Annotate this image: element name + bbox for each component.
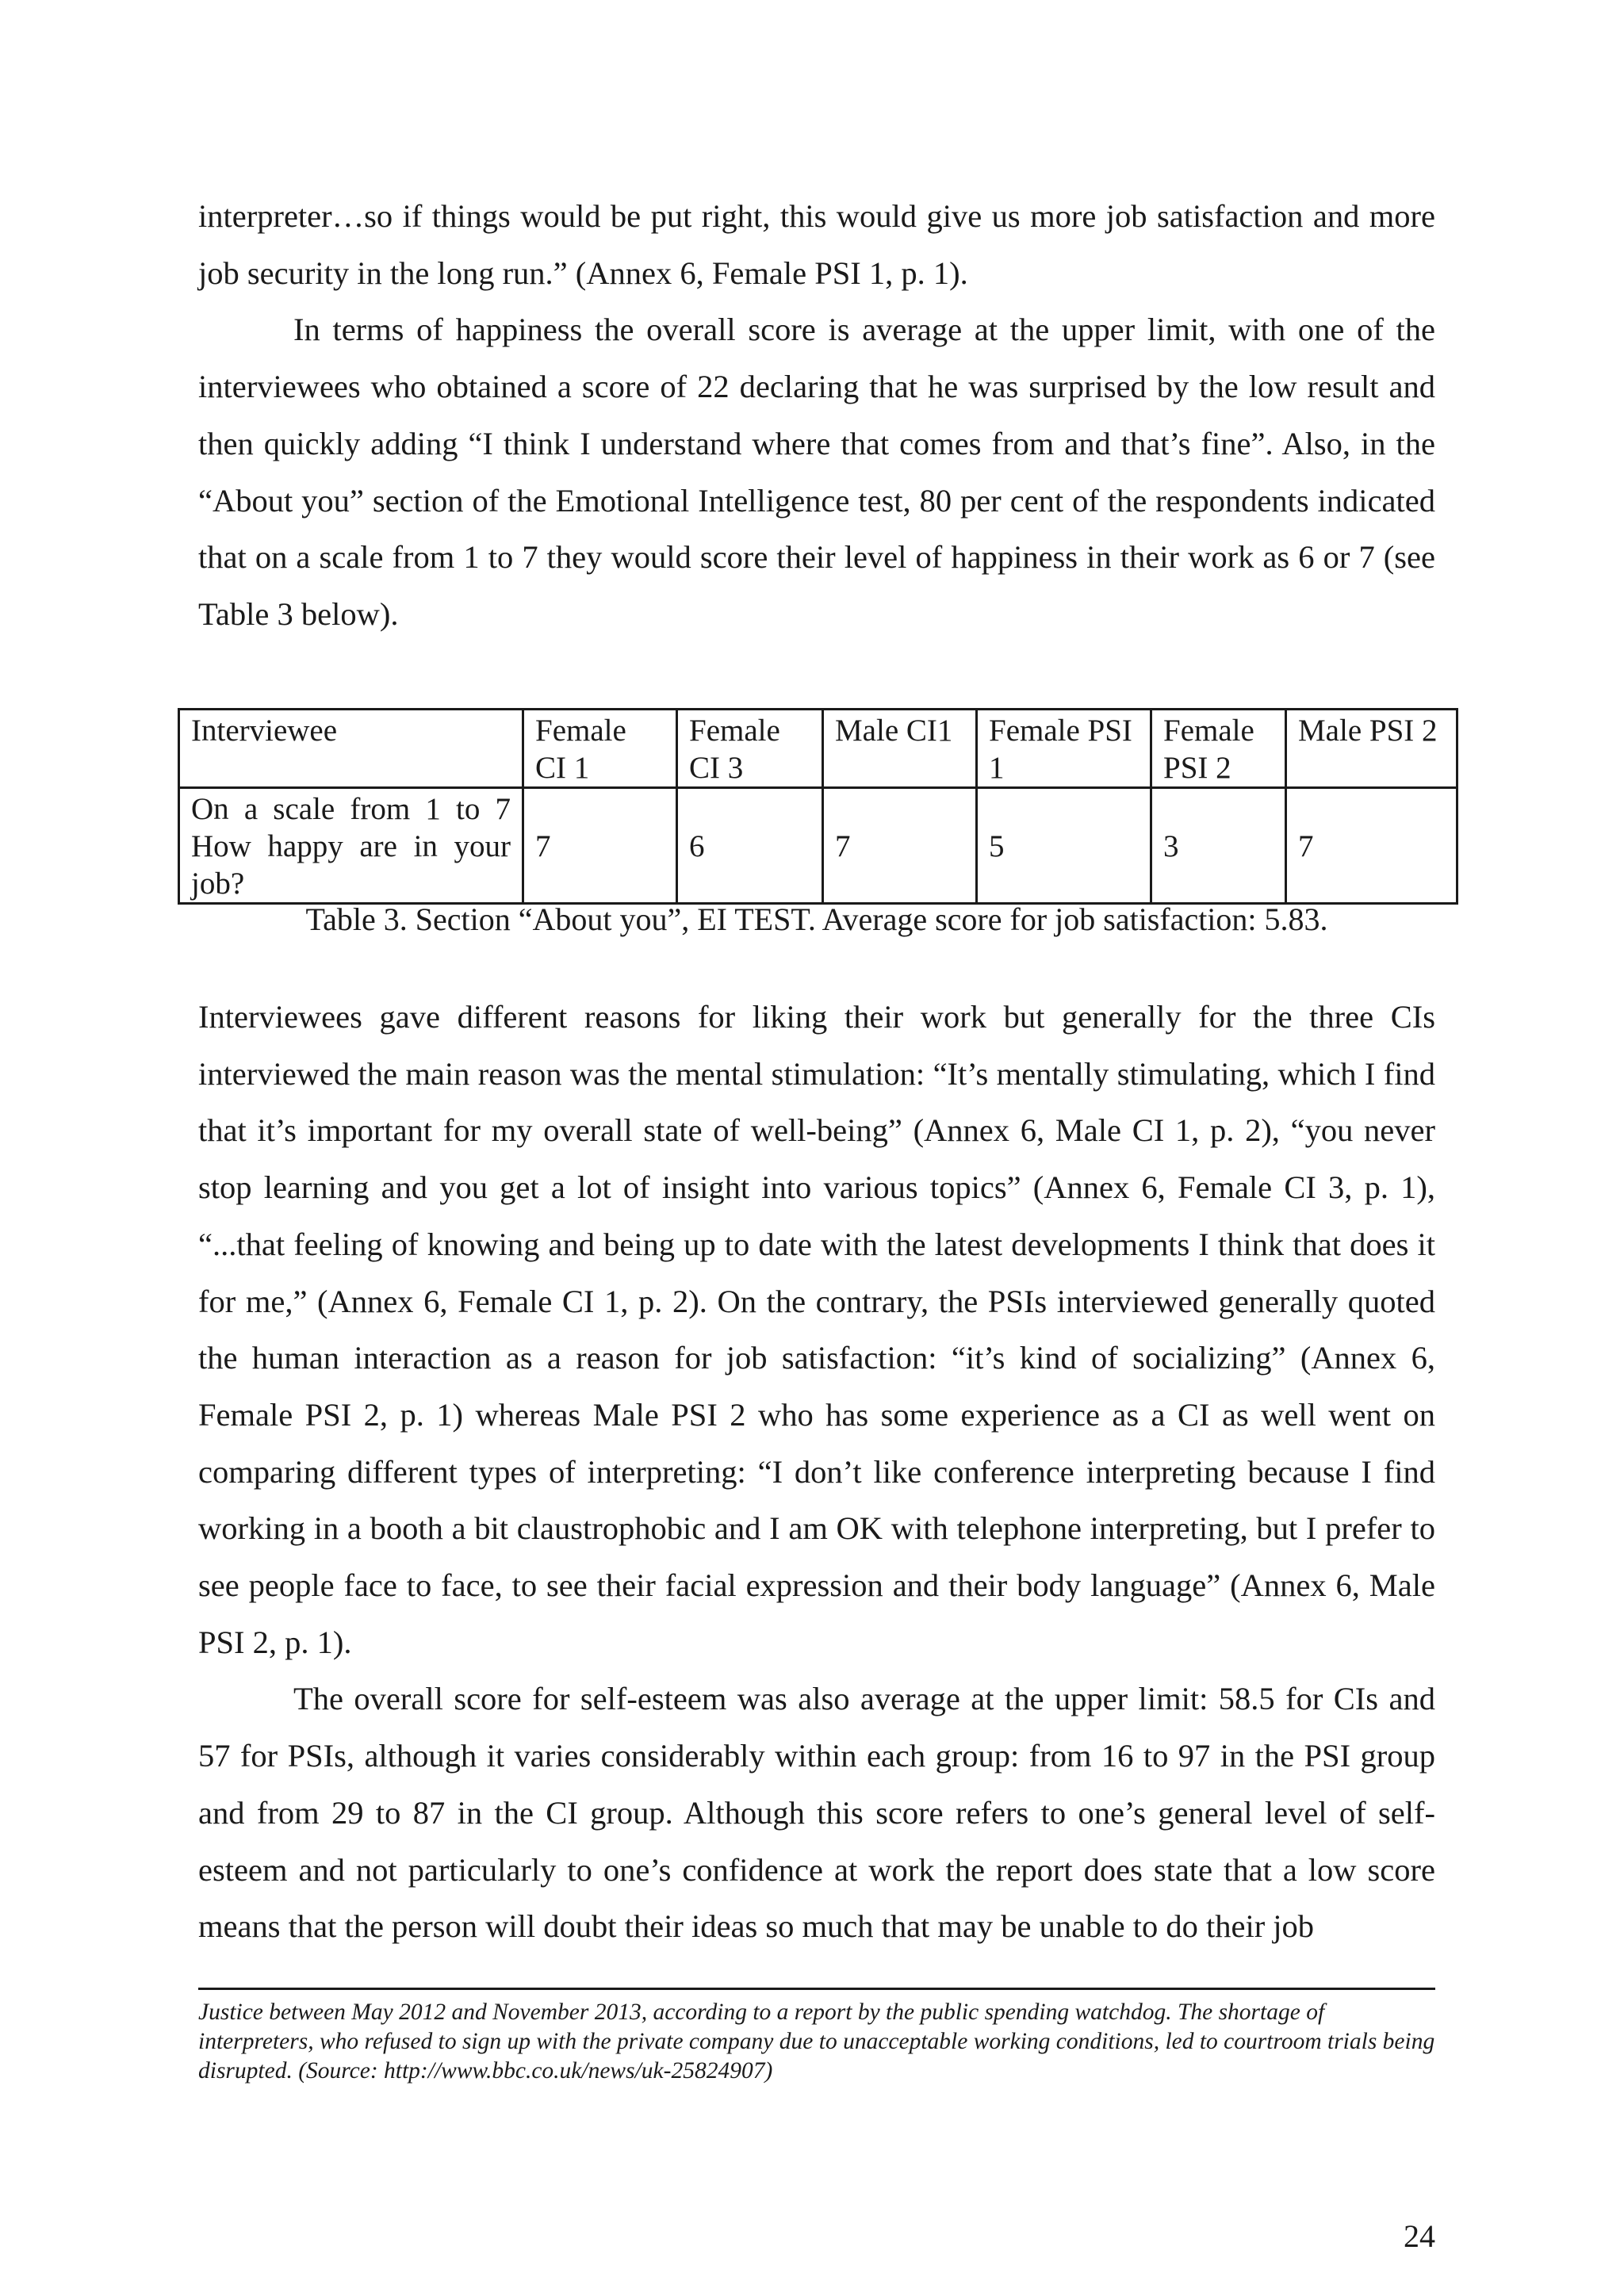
body-text-bottom: [198, 989, 1435, 1955]
table-cell: 7: [823, 788, 977, 904]
paragraph-happiness: In terms of happiness the overall score is average at the upper limit, with one of the interviewees who obtained a score of 22 declaring that he was surprised by the low result and then quickly adding “I think I understand where that comes from and that’s fine”. Also, in the “About you” section of the Emotional Intelligence test, 80 per cent of the respondents indicated that on a scale from 1 to 7 they would score their level of happiness in their work as 6 or 7 (see Table 3 below).: [198, 312, 1435, 632]
happiness-table: [178, 708, 1458, 905]
table-cell: 6: [677, 788, 823, 904]
table-header-cell: Female CI 3: [677, 710, 823, 788]
table-cell: 5: [977, 788, 1151, 904]
table-header-cell: Male CI1: [823, 710, 977, 788]
table-cell: 7: [523, 788, 677, 904]
footnote-text: Justice between May 2012 and November 2013, according to a report by the public spending watchdog. The shortage of interpreters, who refused to sign up with the private company due to unacceptable working conditions, led to courtroom trials being disrupted. (Source: http://www.bbc.co.uk/news/uk-25824907): [198, 1999, 1435, 2084]
table-header-cell: Interviewee: [179, 710, 523, 788]
table-row-label: On a scale from 1 to 7 How happy are in your job?: [179, 788, 523, 904]
paragraph-reasons: Interviewees gave different reasons for liking their work but generally for the three CIs interviewed the main reason was the mental stimulation: “It’s mentally stimulating, which I find that it’s important for my overall state of well-being” (Annex 6, Male CI 1, p. 2), “you never stop learning and you get a lot of insight into various topics” (Annex 6, Female CI 3, p. 1), “...that feeling of knowing and being up to date with the latest developments I think that does it for me,” (Annex 6, Female CI 1, p. 2). On the contrary, the PSIs interviewed generally quoted the human interaction as a reason for job satisfaction: “it’s kind of socializing” (Annex 6, Female PSI 2, p. 1) whereas Male PSI 2 who has some experience as a CI as well went on comparing different types of interpreting: “I don’t like conference interpreting because I find working in a booth a bit claustrophobic and I am OK with telephone interpreting, but I prefer to see people face to face, to see their facial expression and their body language” (Annex 6, Male PSI 2, p. 1).: [198, 999, 1435, 1660]
table-header-cell: Female PSI 1: [977, 710, 1151, 788]
table-caption: [0, 901, 1624, 939]
paragraph-self-esteem: The overall score for self-esteem was also average at the upper limit: 58.5 for CIs and 57 for PSIs, although it varies considerably within each group: from 16 to 97 in the PSI group and from 29 to 87 in the CI group. Although this score refers to one’s general level of self-esteem and not particularly to one’s confidence at work the report does state that a low score means that the person will doubt their ideas so much that may be unable to do their job: [198, 1681, 1435, 1945]
table-header-cell: Female CI 1: [523, 710, 677, 788]
page-number: 24: [1404, 2218, 1435, 2254]
table-cell: 3: [1151, 788, 1286, 904]
table-cell: 7: [1286, 788, 1457, 904]
table-caption-text: Table 3. Section “About you”, EI TEST. Average score for job satisfaction: 5.83.: [305, 901, 1328, 937]
paragraph-continuation: interpreter…so if things would be put right, this would give us more job satisfaction and more job security in the long run.” (Annex 6, Female PSI 1, p. 1).: [198, 198, 1435, 291]
footnote-separator: [198, 1988, 1435, 1990]
table-header-cell: Male PSI 2: [1286, 710, 1457, 788]
table-header-row: [179, 710, 1457, 788]
table-header-cell: Female PSI 2: [1151, 710, 1286, 788]
table-row: [179, 788, 1457, 904]
body-text-top: [198, 188, 1435, 643]
